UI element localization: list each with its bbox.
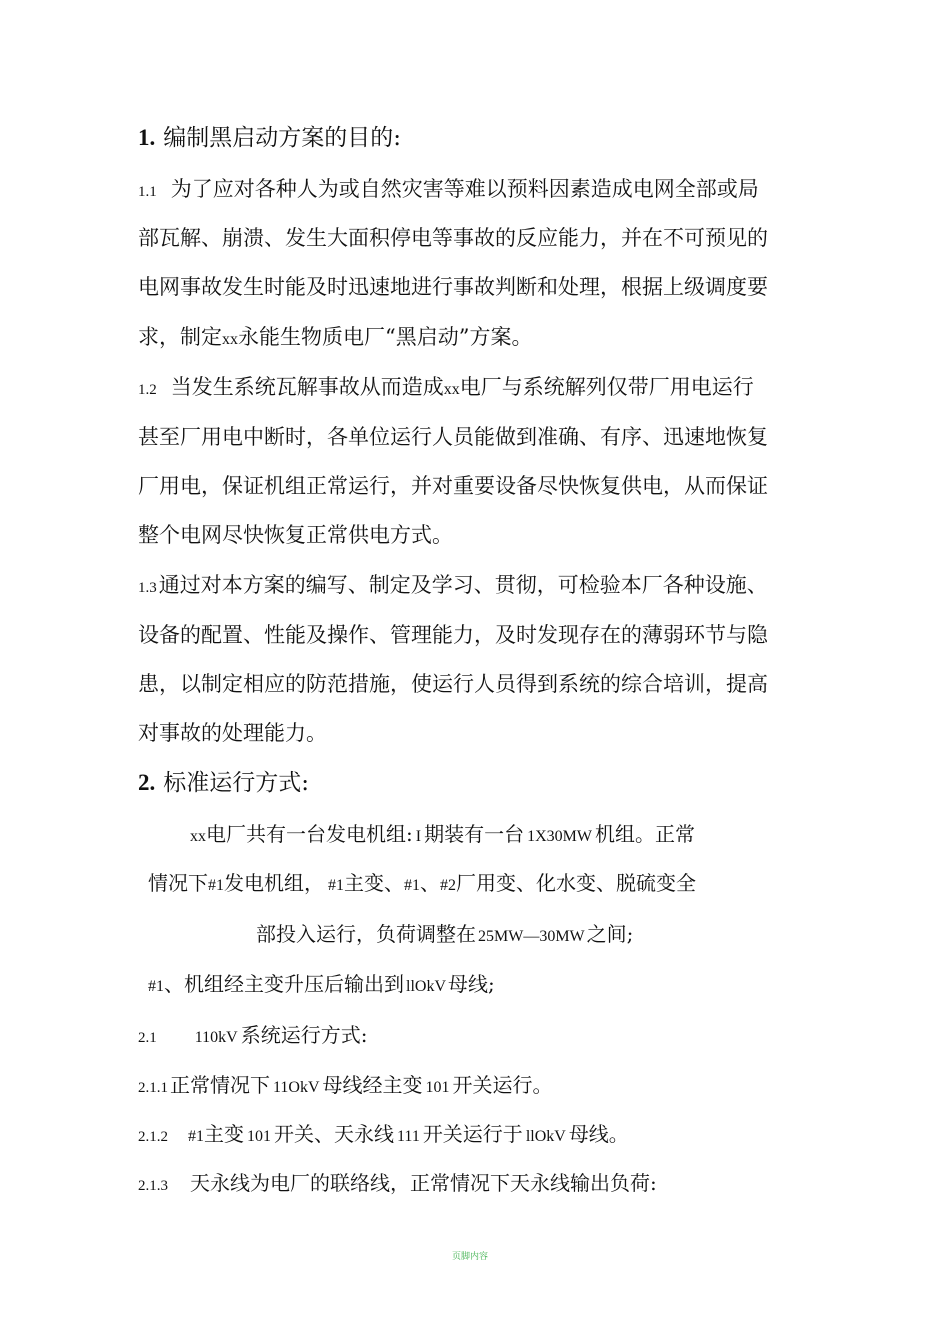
para-1-3-line-2: 设备的配置、性能及操作、管理能力，及时发现存在的薄弱环节与隐 — [138, 623, 768, 647]
para-1-3-line-1 — [138, 569, 768, 599]
para-1-2-line-1 — [138, 371, 754, 401]
para-1-1-line-4 — [138, 321, 532, 351]
para-code: 110kV — [194, 1029, 238, 1046]
para-text: 部投入运行，负荷调整在 — [256, 922, 476, 946]
para-1-1-line-3: 电网事故发生时能及时迅速地进行事故判断和处理，根据上级调度要 — [138, 275, 768, 299]
intro-line-2 — [148, 867, 696, 896]
para-code: xx — [190, 828, 206, 845]
intro-line-4 — [148, 968, 495, 997]
intro-line-1 — [190, 818, 695, 847]
para-2-1-number: 2.1 — [138, 1030, 157, 1046]
para-2-1-1-number: 2.1.1 — [138, 1080, 168, 1096]
para-1-1-line-1 — [138, 173, 759, 203]
para-text: 厂用变、化水变、脱硫变全 — [456, 871, 696, 895]
para-text: 之间; — [586, 922, 634, 946]
para-text: 求，制定 — [138, 325, 222, 349]
para-text: 发电机组， — [224, 871, 324, 895]
para-2-1-2 — [138, 1118, 629, 1147]
para-code: xx — [443, 381, 460, 398]
para-code: #1 — [328, 877, 344, 894]
section-2-number: 2. — [138, 770, 156, 795]
para-text: 电厂与系统解列仅带厂用电运行 — [459, 375, 754, 399]
para-code: 11OkV — [273, 1079, 320, 1096]
para-text: 主变、 — [344, 871, 404, 895]
para-text: 开关、天永线 — [274, 1122, 394, 1146]
para-text: 母线经主变 — [322, 1073, 423, 1097]
para-text: 正常情况下 — [170, 1073, 270, 1097]
para-text: 情况下 — [148, 871, 208, 895]
para-text: 开关运行于 — [422, 1122, 523, 1146]
para-text: 为了应对各种人为或自然灾害等难以预料因素造成电网全部或局 — [170, 177, 759, 201]
para-1-2-line-3: 厂用电，保证机组正常运行，并对重要设备尽快恢复供电，从而保证 — [138, 474, 768, 498]
para-text: 通过对本方案的编写、制定及学习、贯彻，可检验本厂各种设施、 — [158, 573, 768, 597]
section-2-heading — [138, 764, 309, 797]
para-text: 永能生物质电厂“黑启动”方案。 — [238, 325, 533, 349]
para-code: llOkV — [406, 978, 446, 995]
page-footer: 页脚内容 — [452, 1252, 489, 1262]
para-1-2-line-2: 甚至厂用电中断时，各单位运行人员能做到准确、有序、迅速地恢复 — [138, 425, 768, 449]
para-code: #2 — [440, 877, 456, 894]
para-text: 系统运行方式: — [240, 1023, 368, 1047]
intro-line-3 — [256, 918, 633, 947]
section-1-number: 1. — [138, 125, 156, 150]
para-code: 25MW—30MW — [478, 928, 585, 945]
para-1-2-line-4: 整个电网尽快恢复正常供电方式。 — [138, 523, 453, 547]
para-1-3-line-3: 患，以制定相应的防范措施，使运行人员得到系统的综合培训，提高 — [138, 672, 768, 696]
section-1-title: 编制黑启动方案的目的: — [163, 125, 401, 151]
para-text: 电厂共有一台发电机组: — [206, 822, 413, 846]
para-text: 开关运行。 — [452, 1073, 553, 1097]
para-code: llOkV — [525, 1128, 566, 1145]
para-code: #1 — [208, 877, 224, 894]
para-code: 101 — [425, 1079, 450, 1096]
para-text: 、 — [420, 871, 440, 895]
para-2-1-2-number: 2.1.2 — [138, 1129, 168, 1145]
para-code: I — [415, 828, 422, 845]
para-code: #1 — [404, 877, 420, 894]
para-text: 主变 — [204, 1122, 244, 1146]
para-code: 111 — [397, 1128, 420, 1145]
para-1-3-line-4: 对事故的处理能力。 — [138, 721, 327, 745]
para-text: 、机组经主变升压后输出到 — [164, 972, 404, 996]
para-code: 1X30MW — [527, 828, 592, 845]
para-1-2-number: 1.2 — [138, 382, 157, 398]
para-code: 101 — [247, 1128, 271, 1145]
para-2-1-3 — [138, 1167, 657, 1196]
para-code: xx — [222, 331, 238, 348]
section-1-heading — [138, 119, 401, 152]
para-text: 机组。正常 — [594, 822, 695, 846]
section-2-title: 标准运行方式: — [163, 770, 309, 796]
para-text: 期装有一台 — [424, 822, 525, 846]
para-code: #1 — [188, 1128, 204, 1145]
para-text: 母线。 — [568, 1122, 629, 1146]
para-1-3-number: 1.3 — [138, 580, 157, 596]
para-1-1-line-2: 部瓦解、崩溃、发生大面积停电等事故的反应能力，并在不可预见的 — [138, 226, 768, 250]
para-2-1 — [138, 1019, 367, 1048]
para-code: #1 — [148, 978, 164, 995]
para-2-1-3-number: 2.1.3 — [138, 1178, 168, 1194]
para-1-1-number: 1.1 — [138, 184, 157, 200]
para-2-1-1 — [138, 1069, 553, 1098]
para-text: 母线; — [448, 972, 495, 996]
para-text: 当发生系统瓦解事故从而造成 — [170, 375, 444, 399]
para-text: 天永线为电厂的联络线，正常情况下天永线输出负荷: — [190, 1171, 657, 1195]
